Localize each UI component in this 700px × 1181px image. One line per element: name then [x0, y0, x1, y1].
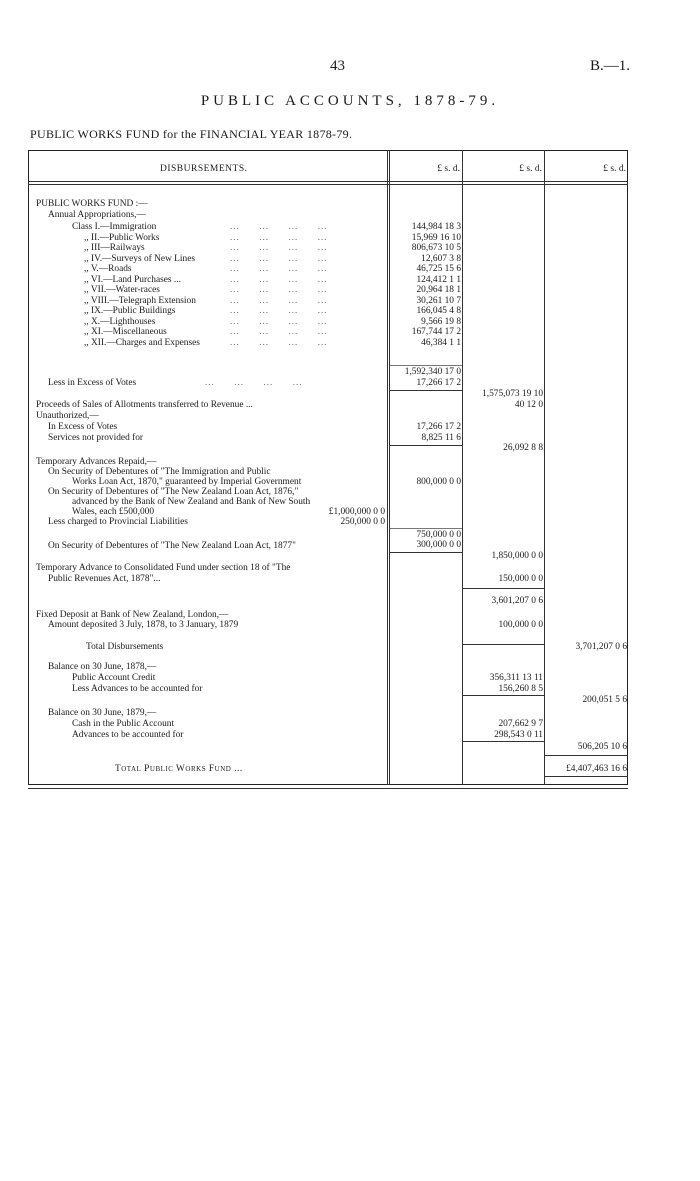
public-credit-amount: 356,311 13 11 [489, 673, 543, 683]
net-rule [390, 390, 462, 391]
less-excess-label: Less in Excess of Votes [48, 378, 137, 388]
appropriation-label: ,, VIII.—Telegraph Extension [84, 295, 196, 306]
grand-total-rule [545, 755, 628, 756]
unauthorized-heading: Unauthorized,— [36, 411, 99, 421]
appropriation-amount: 12,607 3 8 [421, 253, 461, 264]
leader-dots: ... ... ... ... [230, 252, 328, 263]
appropriation-amount: 46,384 1 1 [421, 337, 461, 348]
leader-dots: ... ... ... ... [230, 326, 328, 336]
appropriation-amount: 20,964 18 1 [416, 285, 461, 295]
fixed-deposit-line-2: Amount deposited 3 July, 1878, to 3 January, 1879 [48, 620, 239, 630]
appropriation-amount: 124,412 1 1 [416, 274, 461, 285]
appropriation-label: ,, III—Railways [84, 243, 145, 253]
appropriation-amount: 30,261 10 7 [416, 295, 461, 306]
temp-line-5-amount: £1,000,000 0 0 [328, 507, 385, 517]
leader-dots: ... ... ... ... [230, 231, 328, 242]
unauth-rule [390, 445, 462, 446]
advances-label: Advances to be accounted for [72, 730, 184, 740]
fixed-deposit-amount: 100,000 0 0 [498, 620, 543, 630]
running-total: 3,601,207 0 6 [491, 596, 543, 606]
less-advances-label: Less Advances to be accounted for [72, 684, 203, 694]
temporary-total: 1,850,000 0 0 [491, 551, 543, 561]
page-number: 43 [330, 58, 345, 74]
balance-1879-rule [463, 741, 544, 742]
leader-dots: ... ... ... ... [205, 377, 303, 387]
table-subtitle: PUBLIC WORKS FUND for the FINANCIAL YEAR 1878-79. [30, 127, 353, 141]
temp-line-6-amount: 250,000 0 0 [340, 517, 385, 527]
appropriation-amount: 46,725 15 6 [416, 264, 461, 274]
appropriation-label: ,, V.—Roads [84, 264, 132, 274]
temp-line-4: advanced by the Bank of New Zealand and Bank of New South [72, 497, 311, 507]
appropriation-label: ,, VI.—Land Purchases ... [84, 274, 181, 285]
appropriation-label: ,, II.—Public Works [84, 232, 160, 243]
temp-line-2: Works Loan Act, 1870," guaranteed by Imperial Government [72, 477, 302, 487]
running-total-rule [463, 588, 544, 589]
leader-dots: ... ... ... ... [230, 284, 328, 294]
in-excess-label: In Excess of Votes [48, 422, 118, 432]
annual-heading: Annual Appropriations,— [48, 210, 146, 220]
footer-rule [28, 788, 628, 789]
annual-net: 1,575,073 19 10 [482, 389, 543, 399]
col3-unit: £ s. d. [603, 164, 626, 174]
grand-total-amount: £4,407,463 16 6 [566, 764, 627, 774]
leader-dots: ... ... ... ... [230, 294, 328, 305]
temp-line-1: On Security of Debentures of "The Immigration and Public [48, 467, 271, 477]
less-advances-amount: 156,260 8 5 [498, 684, 543, 694]
appropriation-label: ,, XII.—Charges and Expenses [84, 337, 200, 348]
column-divider [544, 150, 545, 785]
leader-dots: ... ... ... ... [230, 221, 328, 231]
page-title: PUBLIC ACCOUNTS, 1878-79. [200, 93, 500, 109]
col1-unit: £ s. d. [437, 164, 460, 174]
col2-unit: £ s. d. [519, 164, 542, 174]
header-rule [28, 181, 628, 182]
temp-total-rule [390, 552, 462, 553]
grand-total-underline [545, 776, 628, 777]
leader-dots: ... ... ... ... [230, 263, 328, 273]
report-reference: B.—1. [590, 58, 631, 74]
in-excess-amount: 17,266 17 2 [416, 422, 461, 432]
disb-total-rule [463, 644, 544, 645]
balance-1879-heading: Balance on 30 June, 1879,— [48, 708, 157, 718]
appropriation-amount: 806,673 10 5 [411, 243, 461, 253]
temp-amount-1: 800,000 0 0 [416, 477, 461, 487]
temp-line-5: Wales, each £500,000 [72, 507, 155, 517]
temp-rule [390, 528, 462, 529]
column-divider [387, 150, 388, 785]
column-divider [462, 150, 463, 785]
leader-dots: ... ... ... ... [230, 242, 328, 252]
appropriation-label: ,, IX.—Public Buildings [84, 306, 176, 316]
consolidated-amount: 150,000 0 0 [498, 574, 543, 584]
consolidated-line-1: Temporary Advance to Consolidated Fund under section 18 of "The [36, 563, 291, 573]
cash-label: Cash in the Public Account [72, 719, 175, 729]
leader-dots: ... ... ... ... [230, 315, 328, 326]
proceeds-amount: 40 12 0 [514, 400, 543, 410]
leader-dots: ... ... ... ... [230, 305, 328, 315]
annual-subtotal: 1,592,340 17 0 [404, 367, 461, 377]
leader-dots: ... ... ... ... [230, 336, 328, 347]
appropriation-amount: 15,969 16 10 [411, 232, 461, 243]
appropriation-label: ,, XI.—Miscellaneous [84, 327, 167, 337]
advances-amount: 298,543 0 11 [494, 730, 543, 740]
temp-line-6: Less charged to Provincial Liabilities [48, 517, 188, 527]
total-disbursements-label: Total Disbursements [86, 642, 164, 652]
column-divider [389, 150, 390, 785]
less-excess-amount: 17,266 17 2 [416, 378, 461, 388]
fund-heading: PUBLIC WORKS FUND :— [36, 199, 148, 209]
proceeds-label: Proceeds of Sales of Allotments transferred to Revenue ... [36, 400, 253, 410]
temp-amount-2: 750,000 0 0 [416, 530, 461, 540]
leader-dots: ... ... ... ... [230, 273, 328, 284]
temp-line-7: On Security of Debentures of "The New Zealand Loan Act, 1877" [48, 541, 296, 551]
services-amount: 8,825 11 6 [421, 433, 461, 443]
balance-1878-heading: Balance on 30 June, 1878,— [48, 662, 157, 672]
disbursements-header: DISBURSEMENTS. [160, 164, 248, 174]
appropriation-amount: 167,744 17 2 [411, 327, 461, 337]
fixed-deposit-line-1: Fixed Deposit at Bank of New Zealand, London,— [36, 610, 229, 620]
temporary-heading: Temporary Advances Repaid,— [36, 457, 157, 467]
total-disbursements-amount: 3,701,207 0 6 [575, 642, 627, 652]
header-rule-2 [28, 184, 628, 185]
balance-1878-net: 200,051 5 6 [582, 695, 627, 705]
temp-amount-3: 300,000 0 0 [416, 540, 461, 550]
temp-line-3: On Security of Debentures of "The New Zealand Loan Act, 1876," [48, 487, 299, 497]
appropriation-amount: 144,984 18 3 [411, 222, 461, 232]
consolidated-line-2: Public Revenues Act, 1878"... [48, 574, 161, 584]
appropriation-amount: 9,566 19 8 [421, 316, 461, 327]
appropriation-label: Class I.—Immigration [72, 222, 157, 232]
subtotal-rule [390, 365, 462, 366]
appropriation-label: ,, IV.—Surveys of New Lines [84, 253, 196, 264]
grand-total-label: Total Public Works Fund ... [115, 764, 243, 774]
appropriation-amount: 166,045 4 8 [416, 306, 461, 316]
balance-1878-rule [463, 695, 544, 696]
services-label: Services not provided for [48, 433, 144, 443]
public-credit-label: Public Account Credit [72, 673, 156, 683]
appropriation-label: ,, X.—Lighthouses [84, 316, 156, 327]
unauthorized-total: 26,092 8 8 [503, 443, 543, 453]
appropriation-label: ,, VII.—Water-races [84, 285, 160, 295]
balance-1879-net: 506,205 10 6 [577, 742, 627, 752]
cash-amount: 207,662 9 7 [498, 719, 543, 729]
